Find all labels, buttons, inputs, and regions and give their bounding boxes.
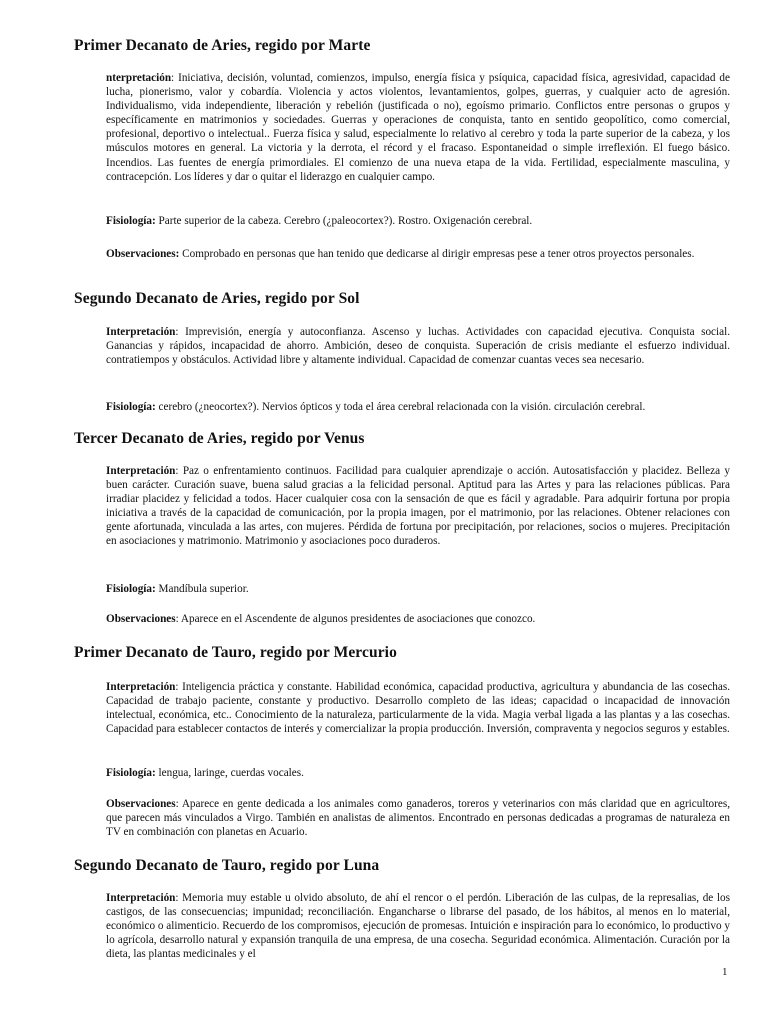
paragraph-text: Comprobado en personas que han tenido que dedicarse al dirigir empresas pese a tener otros proyectos personales. xyxy=(179,248,695,260)
paragraph-text: cerebro (¿neocortex?). Nervios ópticos y toda el área cerebral relacionada con la visión. circulación cerebral. xyxy=(155,401,646,413)
paragraph-text: : Inteligencia práctica y constante. Habilidad económica, capacidad productiva, agricultura y abundancia de las cosechas. Capacidad de trabajo paciente, constante y productivo. Desarrollo completo de las ideas; capacidad o incapacidad de innovación intelectual, económica, etc.. Conocimiento de la naturaleza, particularmente de la vida. Magia verbal ligada a las plantas y a las cosechas. Capacidad para establecer contactos de interés y comercializar la propia producción. Inversión, compraventa y negocios seguros y estables. xyxy=(106,681,730,736)
paragraph-observaciones-3 xyxy=(106,612,730,626)
paragraph-interpretacion-2 xyxy=(106,325,730,367)
paragraph-label: nterpretación xyxy=(106,72,172,84)
paragraph-interpretacion-4 xyxy=(106,680,730,736)
paragraph-label: Interpretación xyxy=(106,681,176,693)
paragraph-text: : Aparece en el Ascendente de algunos presidentes de asociaciones que conozco. xyxy=(175,613,536,625)
paragraph-label: Interpretación xyxy=(106,892,176,904)
paragraph-interpretacion-1 xyxy=(106,71,730,184)
paragraph-observaciones-4 xyxy=(106,797,730,839)
section-title-1: Primer Decanato de Aries, regido por Marte xyxy=(74,37,371,54)
paragraph-label: Observaciones xyxy=(106,613,176,625)
paragraph-label: Interpretación xyxy=(106,465,176,477)
paragraph-fisiologia-1 xyxy=(106,214,730,228)
page-number: 1 xyxy=(722,966,728,978)
paragraph-interpretacion-3 xyxy=(106,464,730,549)
paragraph-text: Parte superior de la cabeza. Cerebro (¿paleocortex?). Rostro. Oxigenación cerebral. xyxy=(155,215,533,227)
paragraph-label: Fisiología: xyxy=(106,767,156,779)
paragraph-fisiologia-2 xyxy=(106,400,730,414)
section-title-2: Segundo Decanato de Aries, regido por Sol xyxy=(74,290,360,307)
section-title-4: Primer Decanato de Tauro, regido por Mercurio xyxy=(74,644,397,661)
paragraph-label: Fisiología: xyxy=(106,401,156,413)
paragraph-label: Fisiología: xyxy=(106,583,156,595)
paragraph-text: : Imprevisión, energía y autoconfianza. Ascenso y luchas. Actividades con capacidad ejecutiva. Conquista social. Ganancias y rápidos, incapacidad de ahorro. Ambición, deseo de conquista. Superación de crisis mediante el esfuerzo individual. contratiempos y obstáculos. Actividad libre y altamente individual. Capacidad de comenzar cuantas veces sea necesario. xyxy=(106,326,730,367)
section-title-5: Segundo Decanato de Tauro, regido por Luna xyxy=(74,857,380,874)
paragraph-label: Interpretación xyxy=(106,326,176,338)
paragraph-text: lengua, laringe, cuerdas vocales. xyxy=(155,767,304,779)
paragraph-label: Observaciones: xyxy=(106,248,180,260)
paragraph-interpretacion-5 xyxy=(106,891,730,961)
section-title-3: Tercer Decanato de Aries, regido por Venus xyxy=(74,430,365,447)
paragraph-text: : Iniciativa, decisión, voluntad, comienzos, impulso, energía física y psíquica, capacidad física, agresividad, capacidad de lucha, pionerismo, valor y cobardía. Violencia y actos violentos, levantamientos, golpes, guerras, y cualquier acto de agresión. Individualismo, vida independiente, liberación y rebelión (justificada o no), egoísmo primario. Conflictos entre personas o grupos y específicamente en matrimonios y sociedades. Guerras y operaciones de conquista, tanto en sentido geopolítico, como comercial, profesional, deportivo o intelectual.. Fuerza física y salud, especialmente lo relativo al cerebro y toda la parte superior de la cabeza, y los músculos motores en general. La victoria y la derrota, el récord y el fracaso. Espontaneidad o simple irreflexión. El fuego básico. Incendios. Las fuentes de energía primordiales. El comienzo de una nueva etapa de la vida. Fertilidad, especialmente masculina, y contracepción. Los líderes y dar o quitar el liderazgo en cualquier campo. xyxy=(106,72,730,183)
paragraph-fisiologia-3 xyxy=(106,582,730,596)
paragraph-fisiologia-4 xyxy=(106,766,730,780)
paragraph-text: Mandíbula superior. xyxy=(155,583,249,595)
paragraph-observaciones-1 xyxy=(106,247,730,261)
paragraph-text: : Aparece en gente dedicada a los animales como ganaderos, toreros y veterinarios con más claridad que en agricultores, que parecen más vinculados a Virgo. También en analistas de alimentos. Encontrado en personas dedicadas a programas de naturaleza en TV en combinación con planetas en Acuario. xyxy=(106,798,730,839)
paragraph-label: Observaciones xyxy=(106,798,176,810)
paragraph-text: : Memoria muy estable u olvido absoluto, de ahí el rencor o el perdón. Liberación de las culpas, de la represalias, de los castigos, de las consecuencias; impunidad; reconciliación. Engancharse o librarse del pasado, de los hábitos, al menos en lo material, económico o alimenticio. Recuerdo de los compromisos, ejecución de promesas. Intuición e inspiración para lo económico, lo productivo y lo agrícola, desarrollo natural y expansión tranquila de una empresa, de una cosecha. Seguridad económica. Alimentación. Curación por la dieta, las plantas medicinales y el xyxy=(106,892,730,961)
paragraph-label: Fisiología: xyxy=(106,215,156,227)
paragraph-text: : Paz o enfrentamiento continuos. Facilidad para cualquier aprendizaje o acción. Autosatisfacción y placidez. Belleza y buen carácter. Curación suave, buena salud gracias a la felicidad personal. Aptitud para las Artes y para las relaciones públicas. Para irradiar placidez y felicidad a todos. Hacer cualquier cosa con la sensación de que es fácil y agradable. Para adquirir fortuna por propia iniciativa a través de la capacidad de comunicación, por la propia imagen, por el matrimonio, por las relaciones. Obtener relaciones con gente afortunada, vinculada a las artes, con mujeres. Pérdida de fortuna por precipitación, por relaciones, socios o mujeres. Precipitación en asociaciones y matrimonio. Matrimonio y asociaciones poco duraderos. xyxy=(106,465,730,548)
